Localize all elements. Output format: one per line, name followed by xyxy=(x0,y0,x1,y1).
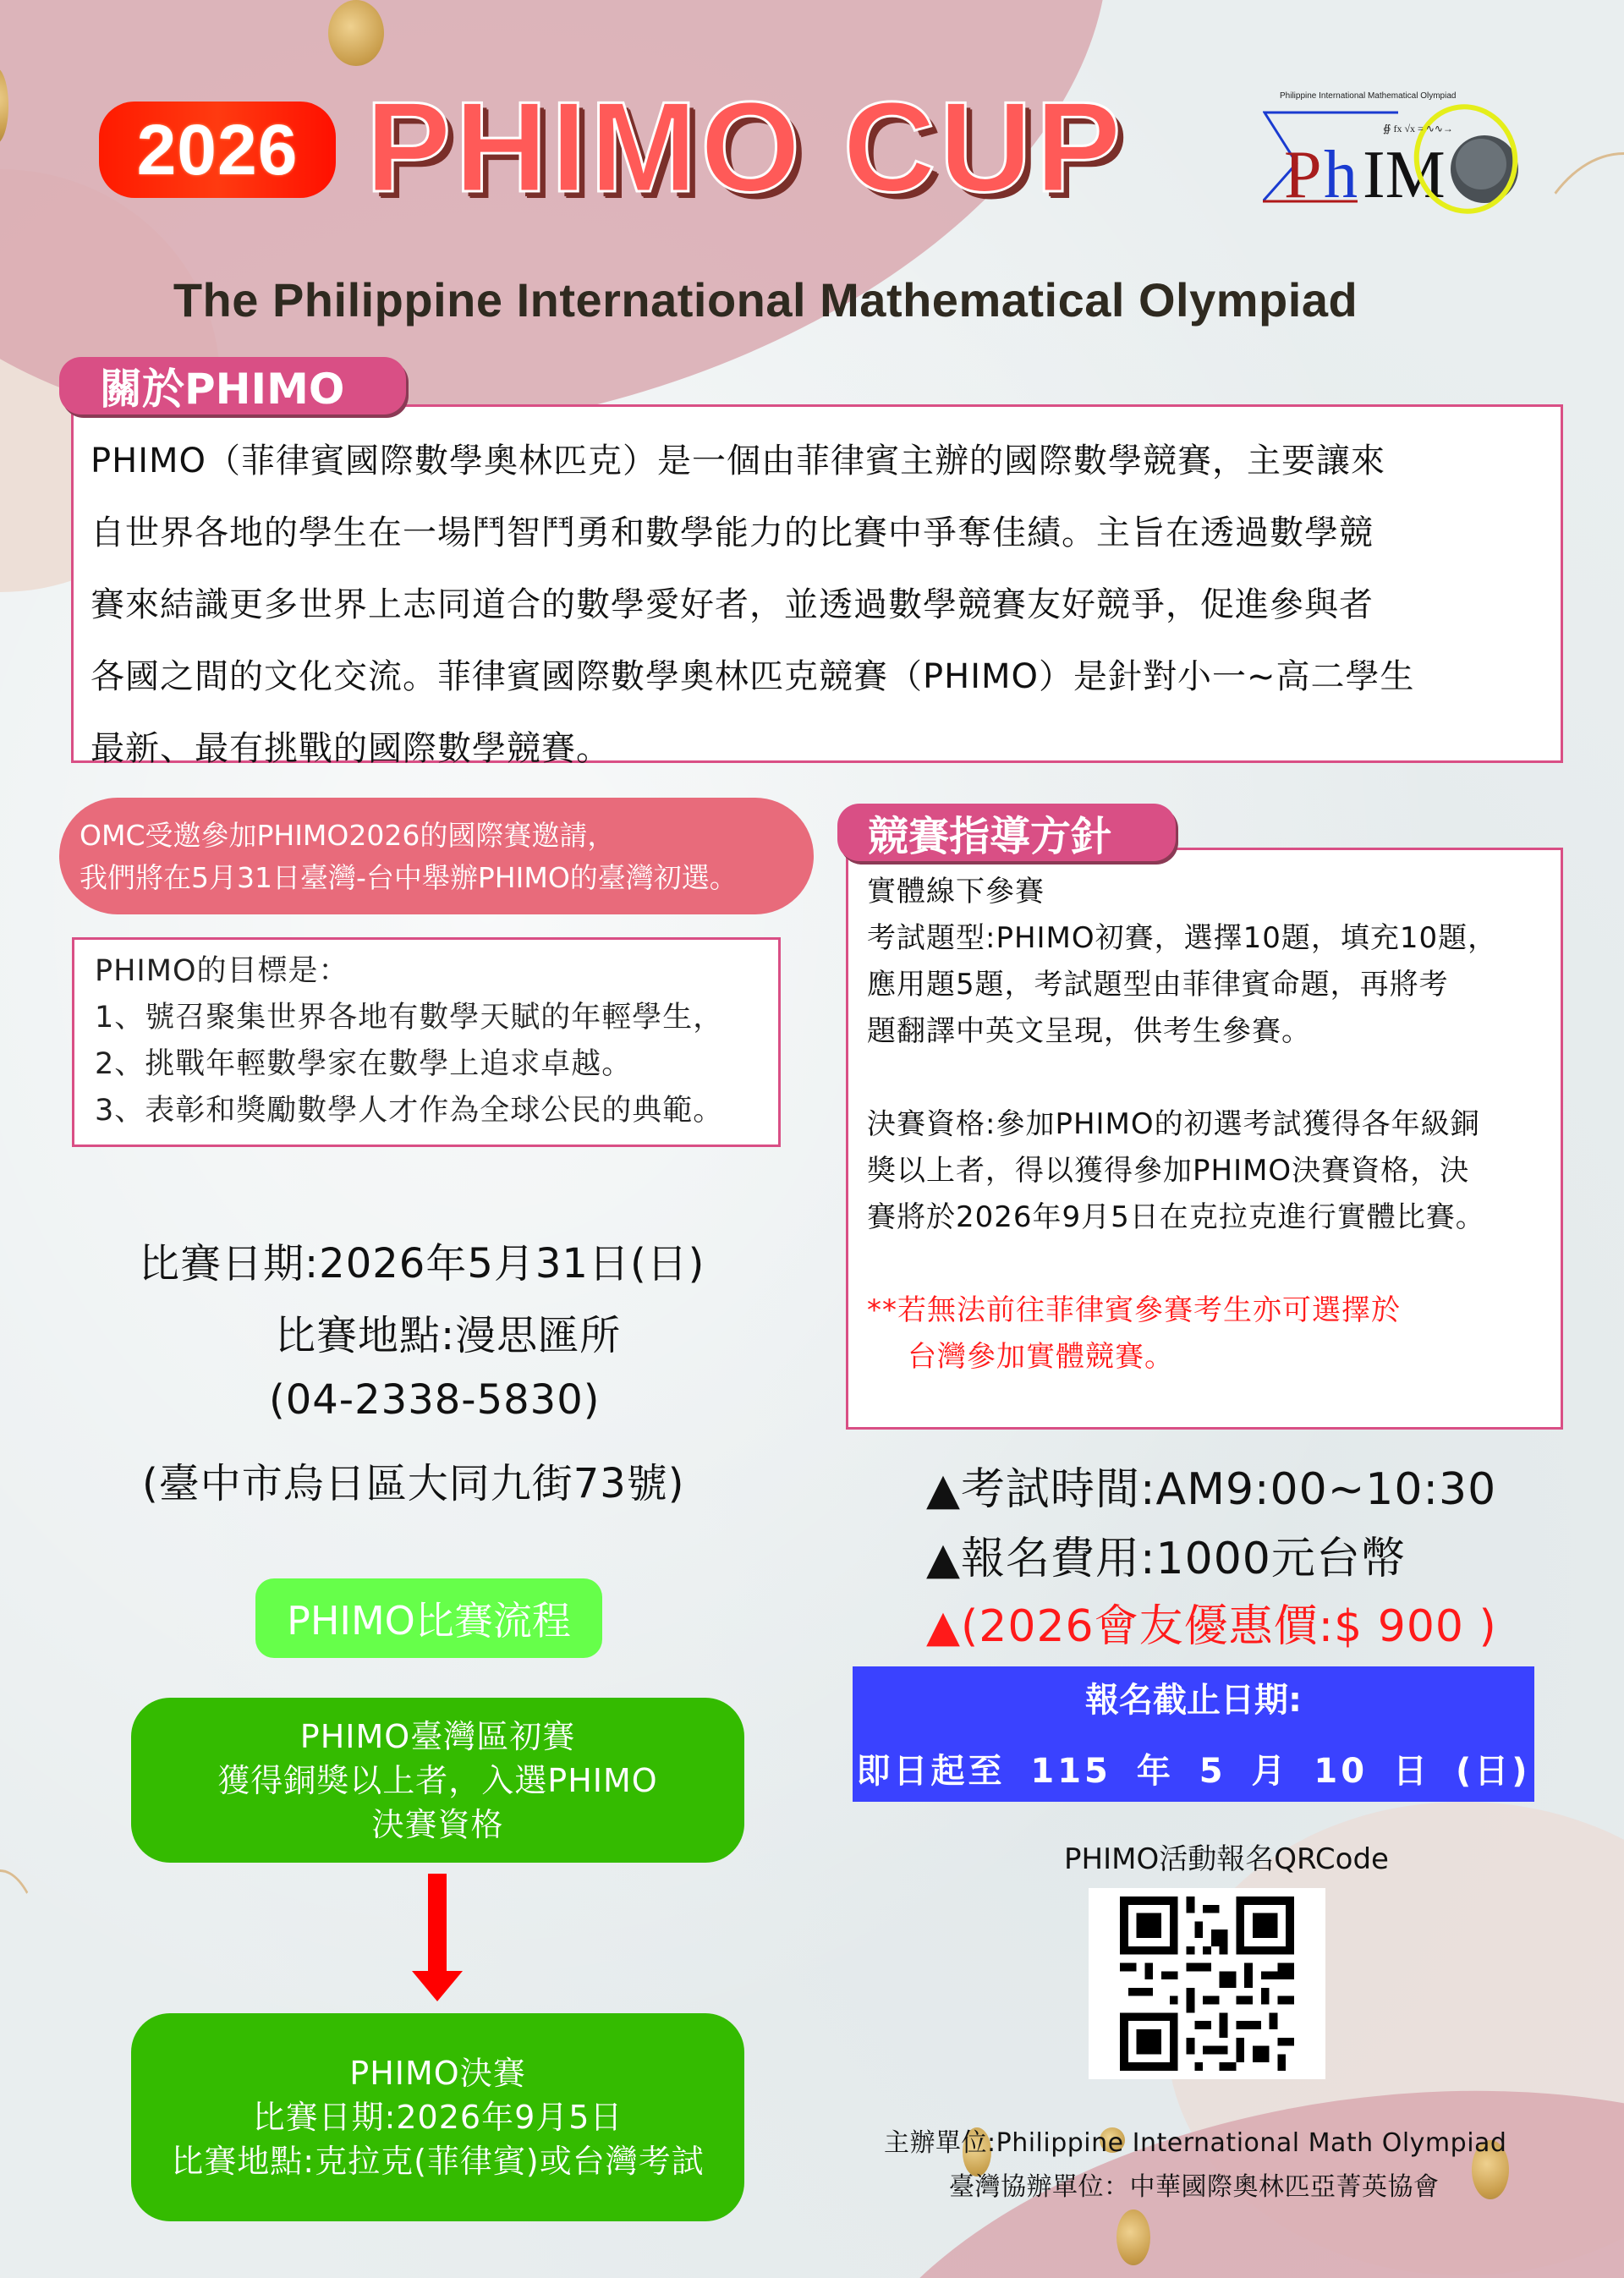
svg-text:IM: IM xyxy=(1363,138,1446,212)
svg-text:P: P xyxy=(1284,138,1322,212)
invite-banner xyxy=(59,798,814,914)
guideline-note-line: **若無法前往菲律賓參賽考生亦可選擇於 xyxy=(867,1293,1401,1327)
triangle-icon: ▲ xyxy=(926,1464,961,1515)
goals-box xyxy=(72,937,781,1147)
flow-title: PHIMO比賽流程 xyxy=(255,1578,602,1658)
about-section-tab: 關於PHIMO xyxy=(59,357,406,414)
svg-text:∯ fx √x = ∿∿→: ∯ fx √x = ∿∿→ xyxy=(1383,123,1453,134)
about-text-line: 自世界各地的學生在一場鬥智鬥勇和數學能力的比賽中爭奪佳績。主旨在透過數學競 xyxy=(91,513,1374,552)
about-text-line: 最新、最有挑戰的國際數學競賽。 xyxy=(91,729,611,768)
deadline-label: 報名截止日期: xyxy=(1085,1681,1302,1720)
guideline-format-line: 考試題型:PHIMO初賽，選擇10題，填充10題， xyxy=(867,921,1498,955)
event-venue: 比賽地點:漫思匯所 xyxy=(275,1312,622,1359)
down-arrow-icon xyxy=(428,1874,447,1973)
exam-time-text: 考試時間:AM9:00~10:30 xyxy=(961,1464,1497,1515)
qr-code-icon xyxy=(1120,1895,1294,2072)
about-box xyxy=(71,404,1563,768)
triangle-icon: ▲ xyxy=(926,1601,961,1652)
goal-item: 2、挑戰年輕數學家在數學上追求卓越。 xyxy=(95,1047,633,1081)
qr-label: PHIMO活動報名QRCode xyxy=(1064,1842,1389,1876)
deadline-banner xyxy=(853,1666,1534,1802)
guidelines-section-tab: 競賽指導方針 xyxy=(837,804,1176,861)
page-title: PHIMO CUP xyxy=(365,75,1125,219)
flow-step-preliminary xyxy=(131,1698,744,1863)
venue-address: (臺中市烏日區大同九街73號) xyxy=(142,1460,685,1507)
guideline-mode: 實體線下參賽 xyxy=(867,875,1045,908)
flow-step-line: 決賽資格 xyxy=(371,1805,504,1843)
flow-step-line: PHIMO臺灣區初賽 xyxy=(299,1717,576,1755)
triangle-icon: ▲ xyxy=(926,1534,961,1584)
year-text: 2026 xyxy=(136,109,299,189)
about-text-line: 賽來結識更多世界上志同道合的數學愛好者，並透過數學競賽友好競爭，促進參與者 xyxy=(91,585,1374,624)
host-organizer: 主辦單位:Philippine International Math Olympiad xyxy=(884,2128,1507,2158)
venue-phone: (04-2338-5830) xyxy=(269,1376,601,1424)
registration-fee-text: 報名費用:1000元台幣 xyxy=(961,1534,1406,1584)
flow-step-final xyxy=(131,2013,744,2221)
registration-fee xyxy=(926,1523,1406,1586)
invite-text-line: 我們將在5月31日臺灣-台中舉辦PHIMO的臺灣初選。 xyxy=(80,861,738,894)
guidelines-box xyxy=(846,848,1563,1430)
registration-qr-code[interactable] xyxy=(1089,1888,1325,2079)
guideline-format-line: 應用題5題，考試題型由菲律賓命題，再將考 xyxy=(867,968,1449,1002)
phimo-logo-icon xyxy=(1263,91,1525,218)
about-text-line: PHIMO（菲律賓國際數學奧林匹克）是一個由菲律賓主辦的國際數學競賽，主要讓來 xyxy=(91,442,1385,480)
flow-step-line: 比賽日期:2026年9月5日 xyxy=(252,2099,623,2136)
year-badge xyxy=(99,102,336,198)
guideline-final-line: 決賽資格:參加PHIMO的初選考試獲得各年級銅 xyxy=(867,1107,1480,1141)
flow-step-line: 比賽地點:克拉克(菲律賓)或台灣考試 xyxy=(171,2143,705,2180)
deadline-value: 即日起至 115 年 5 月 10 日 (日) xyxy=(856,1752,1531,1791)
flow-step-line: PHIMO決賽 xyxy=(349,2055,526,2092)
down-arrow-head-icon xyxy=(412,1971,463,2001)
exam-time xyxy=(926,1453,1496,1517)
event-date: 比賽日期:2026年5月31日(日) xyxy=(139,1240,705,1287)
goal-item: 1、號召聚集世界各地有數學天賦的年輕學生， xyxy=(95,1001,724,1035)
guideline-final-line: 獎以上者，得以獲得參加PHIMO決賽資格，決 xyxy=(867,1154,1470,1188)
goal-item: 3、表彰和獎勵數學人才作為全球公民的典範。 xyxy=(95,1094,724,1128)
member-price-text: (2026會友優惠價:$ 900 ) xyxy=(961,1601,1497,1652)
phimo-logo xyxy=(1263,91,1525,218)
goals-heading: PHIMO的目標是： xyxy=(95,954,349,988)
member-price xyxy=(926,1590,1497,1654)
flow-step-line: 獲得銅獎以上者，入選PHIMO xyxy=(217,1761,658,1799)
guideline-note-line: 台灣參加實體競賽。 xyxy=(908,1340,1174,1374)
invite-text-line: OMC受邀參加PHIMO2026的國際賽邀請， xyxy=(80,819,616,852)
about-text-line: 各國之間的文化交流。菲律賓國際數學奧林匹克競賽（PHIMO）是針對小一~高二學生 xyxy=(91,657,1415,696)
subtitle: The Philippine International Mathematical Olympiad xyxy=(173,273,1358,327)
co-host-organizer: 臺灣協辦單位：中華國際奧林匹亞菁英協會 xyxy=(949,2172,1440,2202)
logo-caption: Philippine International Mathematical Olympiad xyxy=(1280,91,1457,101)
guideline-final-line: 賽將於2026年9月5日在克拉克進行實體比賽。 xyxy=(867,1200,1485,1234)
guideline-format-line: 題翻譯中英文呈現，供考生參賽。 xyxy=(867,1014,1311,1048)
svg-text:h: h xyxy=(1324,138,1358,212)
